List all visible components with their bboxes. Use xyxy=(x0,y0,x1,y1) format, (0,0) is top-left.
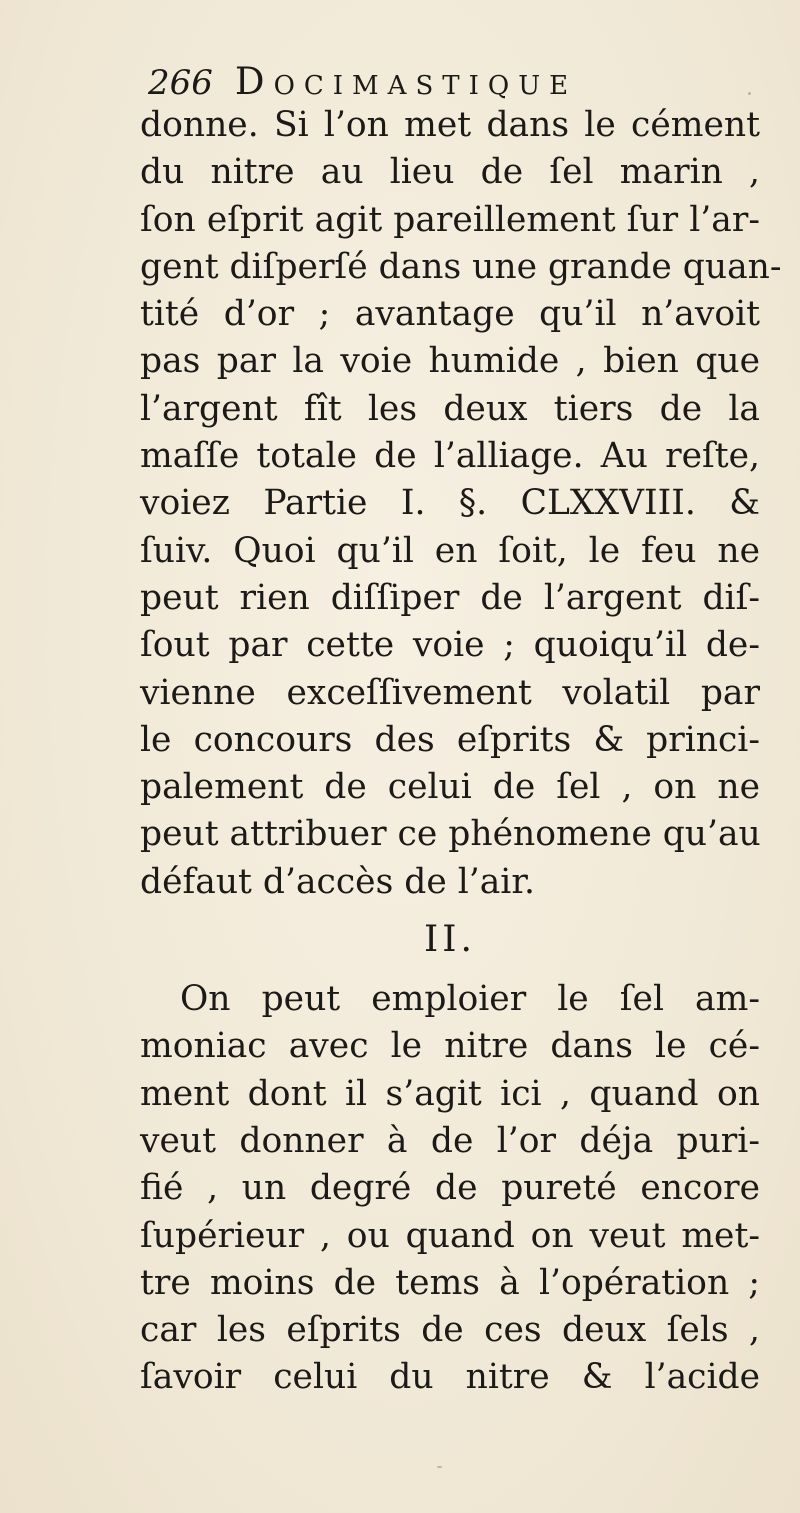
text-line: le concours des eſprits & princi- xyxy=(140,719,760,760)
text-line: ment dont il s’agit ici , quand on xyxy=(140,1073,760,1114)
section-number: II. xyxy=(424,919,476,961)
text-line: ſavoir celui du nitre & l’acide xyxy=(140,1357,760,1398)
text-line: On peut emploier le ſel am- xyxy=(180,979,760,1020)
text-line: donne. Si l’on met dans le cément xyxy=(140,105,760,145)
text-line: défaut d’accès de l’air. xyxy=(140,861,535,902)
text-line: ſuiv. Quoi qu’il en ſoit, le feu ne xyxy=(140,530,760,571)
text-line: moniac avec le nitre dans le cé- xyxy=(140,1026,760,1067)
text-line: ſon eſprit agit pareillement ſur l’ar- xyxy=(140,199,760,240)
text-line: tité d’or ; avantage qu’il n’avoit xyxy=(140,294,760,335)
paper-speck xyxy=(748,92,751,95)
paragraph xyxy=(140,102,782,906)
text-line: veut donner à de l’or déja puri- xyxy=(140,1120,760,1161)
text-line: vienne exceſſivement volatil par xyxy=(140,672,760,713)
paper-speck xyxy=(437,1466,442,1468)
text-line: fié , un degré de pureté encore xyxy=(140,1168,760,1209)
text-line: voiez Partie I. §. CLXXVIII. & xyxy=(140,483,760,524)
text-line: car les eſprits de ces deux ſels , xyxy=(140,1310,760,1351)
text-line: ſout par cette voie ; quoiqu’il de- xyxy=(140,625,760,666)
text-line: peut rien diſſiper de l’argent diſ- xyxy=(140,577,760,618)
paragraph xyxy=(140,976,760,1402)
text-line: palement de celui de ſel , on ne xyxy=(140,767,760,808)
text-line: peut attribuer ce phénomene qu’au xyxy=(140,814,761,855)
text-line: ſupérieur , ou quand on veut met- xyxy=(140,1215,760,1256)
body-text xyxy=(140,102,782,1402)
text-line: gent diſperſé dans une grande quan- xyxy=(140,246,782,287)
text-line: du nitre au lieu de ſel marin , xyxy=(140,152,760,193)
text-line: tre moins de tems à l’opération ; xyxy=(140,1262,760,1303)
text-line: maſſe totale de l’alliage. Au reſte, xyxy=(140,436,760,477)
text-line: pas par la voie humide , bien que xyxy=(140,341,760,382)
text-line: l’argent fît les deux tiers de la xyxy=(140,388,760,429)
page-number: 266 xyxy=(148,63,213,103)
running-head: Docimastique xyxy=(234,60,578,103)
